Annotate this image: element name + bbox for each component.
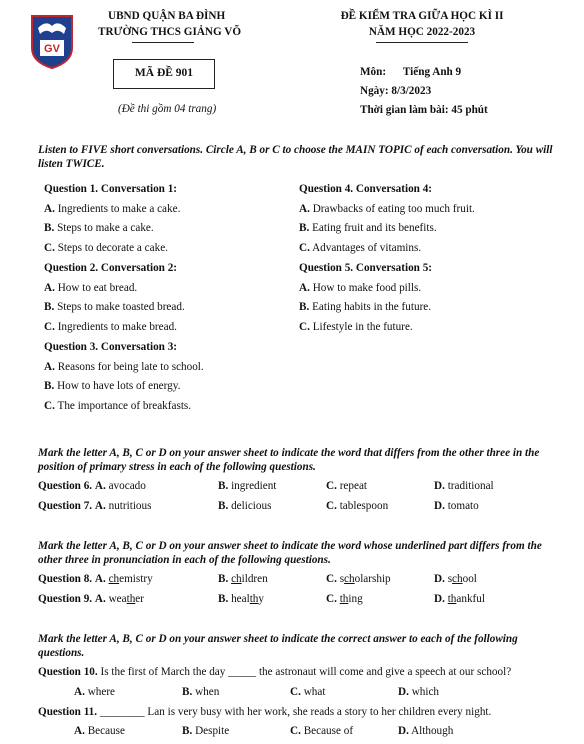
- subject-value: Tiếng Anh 9: [402, 66, 462, 78]
- option-d: D. Although: [398, 725, 454, 737]
- header-left-rule: [132, 42, 194, 43]
- option-line: A. Reasons for being late to school.: [44, 361, 204, 373]
- subject-row: [360, 66, 461, 79]
- conversation-title: Question 4. Conversation 4:: [299, 183, 433, 195]
- conversation-title: Question 3. Conversation 3:: [44, 341, 178, 353]
- option-c: C. thing: [326, 593, 363, 605]
- header-right-rule: [376, 42, 468, 43]
- question-stem: Question 11. ________ Lan is very busy with her work, she reads a story to her children every night.: [38, 706, 492, 718]
- option-d: D. tomato: [434, 500, 479, 512]
- time-row: [360, 104, 488, 117]
- subject-label: Môn:: [360, 66, 387, 78]
- district-name: UBND QUẬN BA ĐÌNH: [108, 10, 226, 22]
- option-line: C. Advantages of vitamins.: [299, 242, 422, 254]
- option-c: C. repeat: [326, 480, 368, 492]
- option-d: D. which: [398, 686, 440, 698]
- pronunciation-instruction: Mark the letter A, B, C or D on your answer sheet to indicate the word whose underlined part differs from the other three in pronunciation in each of the following questions.: [38, 540, 542, 566]
- option-line: B. How to have lots of energy.: [44, 380, 181, 392]
- option-line: C. Lifestyle in the future.: [299, 321, 413, 333]
- option-line: B. Eating fruit and its benefits.: [299, 222, 437, 234]
- option-d: D. thankful: [434, 593, 485, 605]
- conversation-title: Question 5. Conversation 5:: [299, 262, 433, 274]
- time-label: Thời gian làm bài:: [360, 104, 449, 116]
- option-b: B. healthy: [218, 593, 264, 605]
- option-d: D. traditional: [434, 480, 494, 492]
- exam-code: MÃ ĐỀ 901: [134, 67, 194, 80]
- date-value: 8/3/2023: [391, 85, 432, 97]
- option-b: B. children: [218, 573, 268, 585]
- option-line: B. Eating habits in the future.: [299, 301, 432, 313]
- option-b: B. ingredient: [218, 480, 277, 492]
- question-label: Question 7. A. nutritious: [38, 500, 152, 512]
- option-line: A. How to eat bread.: [44, 282, 138, 294]
- option-line: A. Ingredients to make a cake.: [44, 203, 181, 215]
- grammar-instruction: Mark the letter A, B, C or D on your answer sheet to indicate the correct answer to each of the following questions.: [38, 633, 518, 659]
- conversation-title: Question 2. Conversation 2:: [44, 262, 178, 274]
- listening-instruction: Listen to FIVE short conversations. Circle A, B or C to choose the MAIN TOPIC of each conversation. You will listen TWICE.: [38, 144, 553, 170]
- option-a: A. where: [74, 686, 116, 698]
- question-label: Question 9. A. weather: [38, 593, 144, 605]
- option-c: C. scholarship: [326, 573, 391, 585]
- option-d: D. school: [434, 573, 477, 585]
- option-line: B. Steps to make toasted bread.: [44, 301, 185, 313]
- pages-note: (Đề thi gồm 04 trang): [118, 103, 217, 115]
- question-label: Question 6. A. avocado: [38, 480, 146, 492]
- option-line: C. The importance of breakfasts.: [44, 400, 192, 412]
- option-b: B. when: [182, 686, 220, 698]
- school-year: NĂM HỌC 2022-2023: [368, 26, 476, 38]
- question-stem: Question 10. Is the first of March the day _____ the astronaut will come and give a speech at our school?: [38, 666, 512, 678]
- school-name: TRƯỜNG THCS GIẢNG VÕ: [98, 26, 242, 38]
- conversation-title: Question 1. Conversation 1:: [44, 183, 178, 195]
- option-c: C. Because of: [290, 725, 354, 737]
- date-row: [360, 85, 431, 98]
- exam-title: ĐỀ KIỂM TRA GIỮA HỌC KÌ II: [340, 10, 504, 22]
- option-line: B. Steps to make a cake.: [44, 222, 154, 234]
- option-c: C. what: [290, 686, 326, 698]
- option-b: B. delicious: [218, 500, 272, 512]
- option-line: C. Steps to decorate a cake.: [44, 242, 168, 254]
- option-line: C. Ingredients to make bread.: [44, 321, 177, 333]
- option-c: C. tablespoon: [326, 500, 389, 512]
- question-label: Question 8. A. chemistry: [38, 573, 153, 585]
- time-value: 45 phút: [451, 104, 488, 116]
- option-b: B. Despite: [182, 725, 230, 737]
- date-label: Ngày:: [360, 85, 389, 97]
- exam-code-box: [113, 59, 215, 89]
- option-line: A. How to make food pills.: [299, 282, 422, 294]
- option-a: A. Because: [74, 725, 125, 737]
- svg-text:GV: GV: [44, 43, 60, 55]
- school-logo: [30, 14, 74, 70]
- option-line: A. Drawbacks of eating too much fruit.: [299, 203, 475, 215]
- stress-instruction: Mark the letter A, B, C or D on your answer sheet to indicate the word that differs from the other three in the position of primary stress in each of the following questions.: [38, 447, 540, 473]
